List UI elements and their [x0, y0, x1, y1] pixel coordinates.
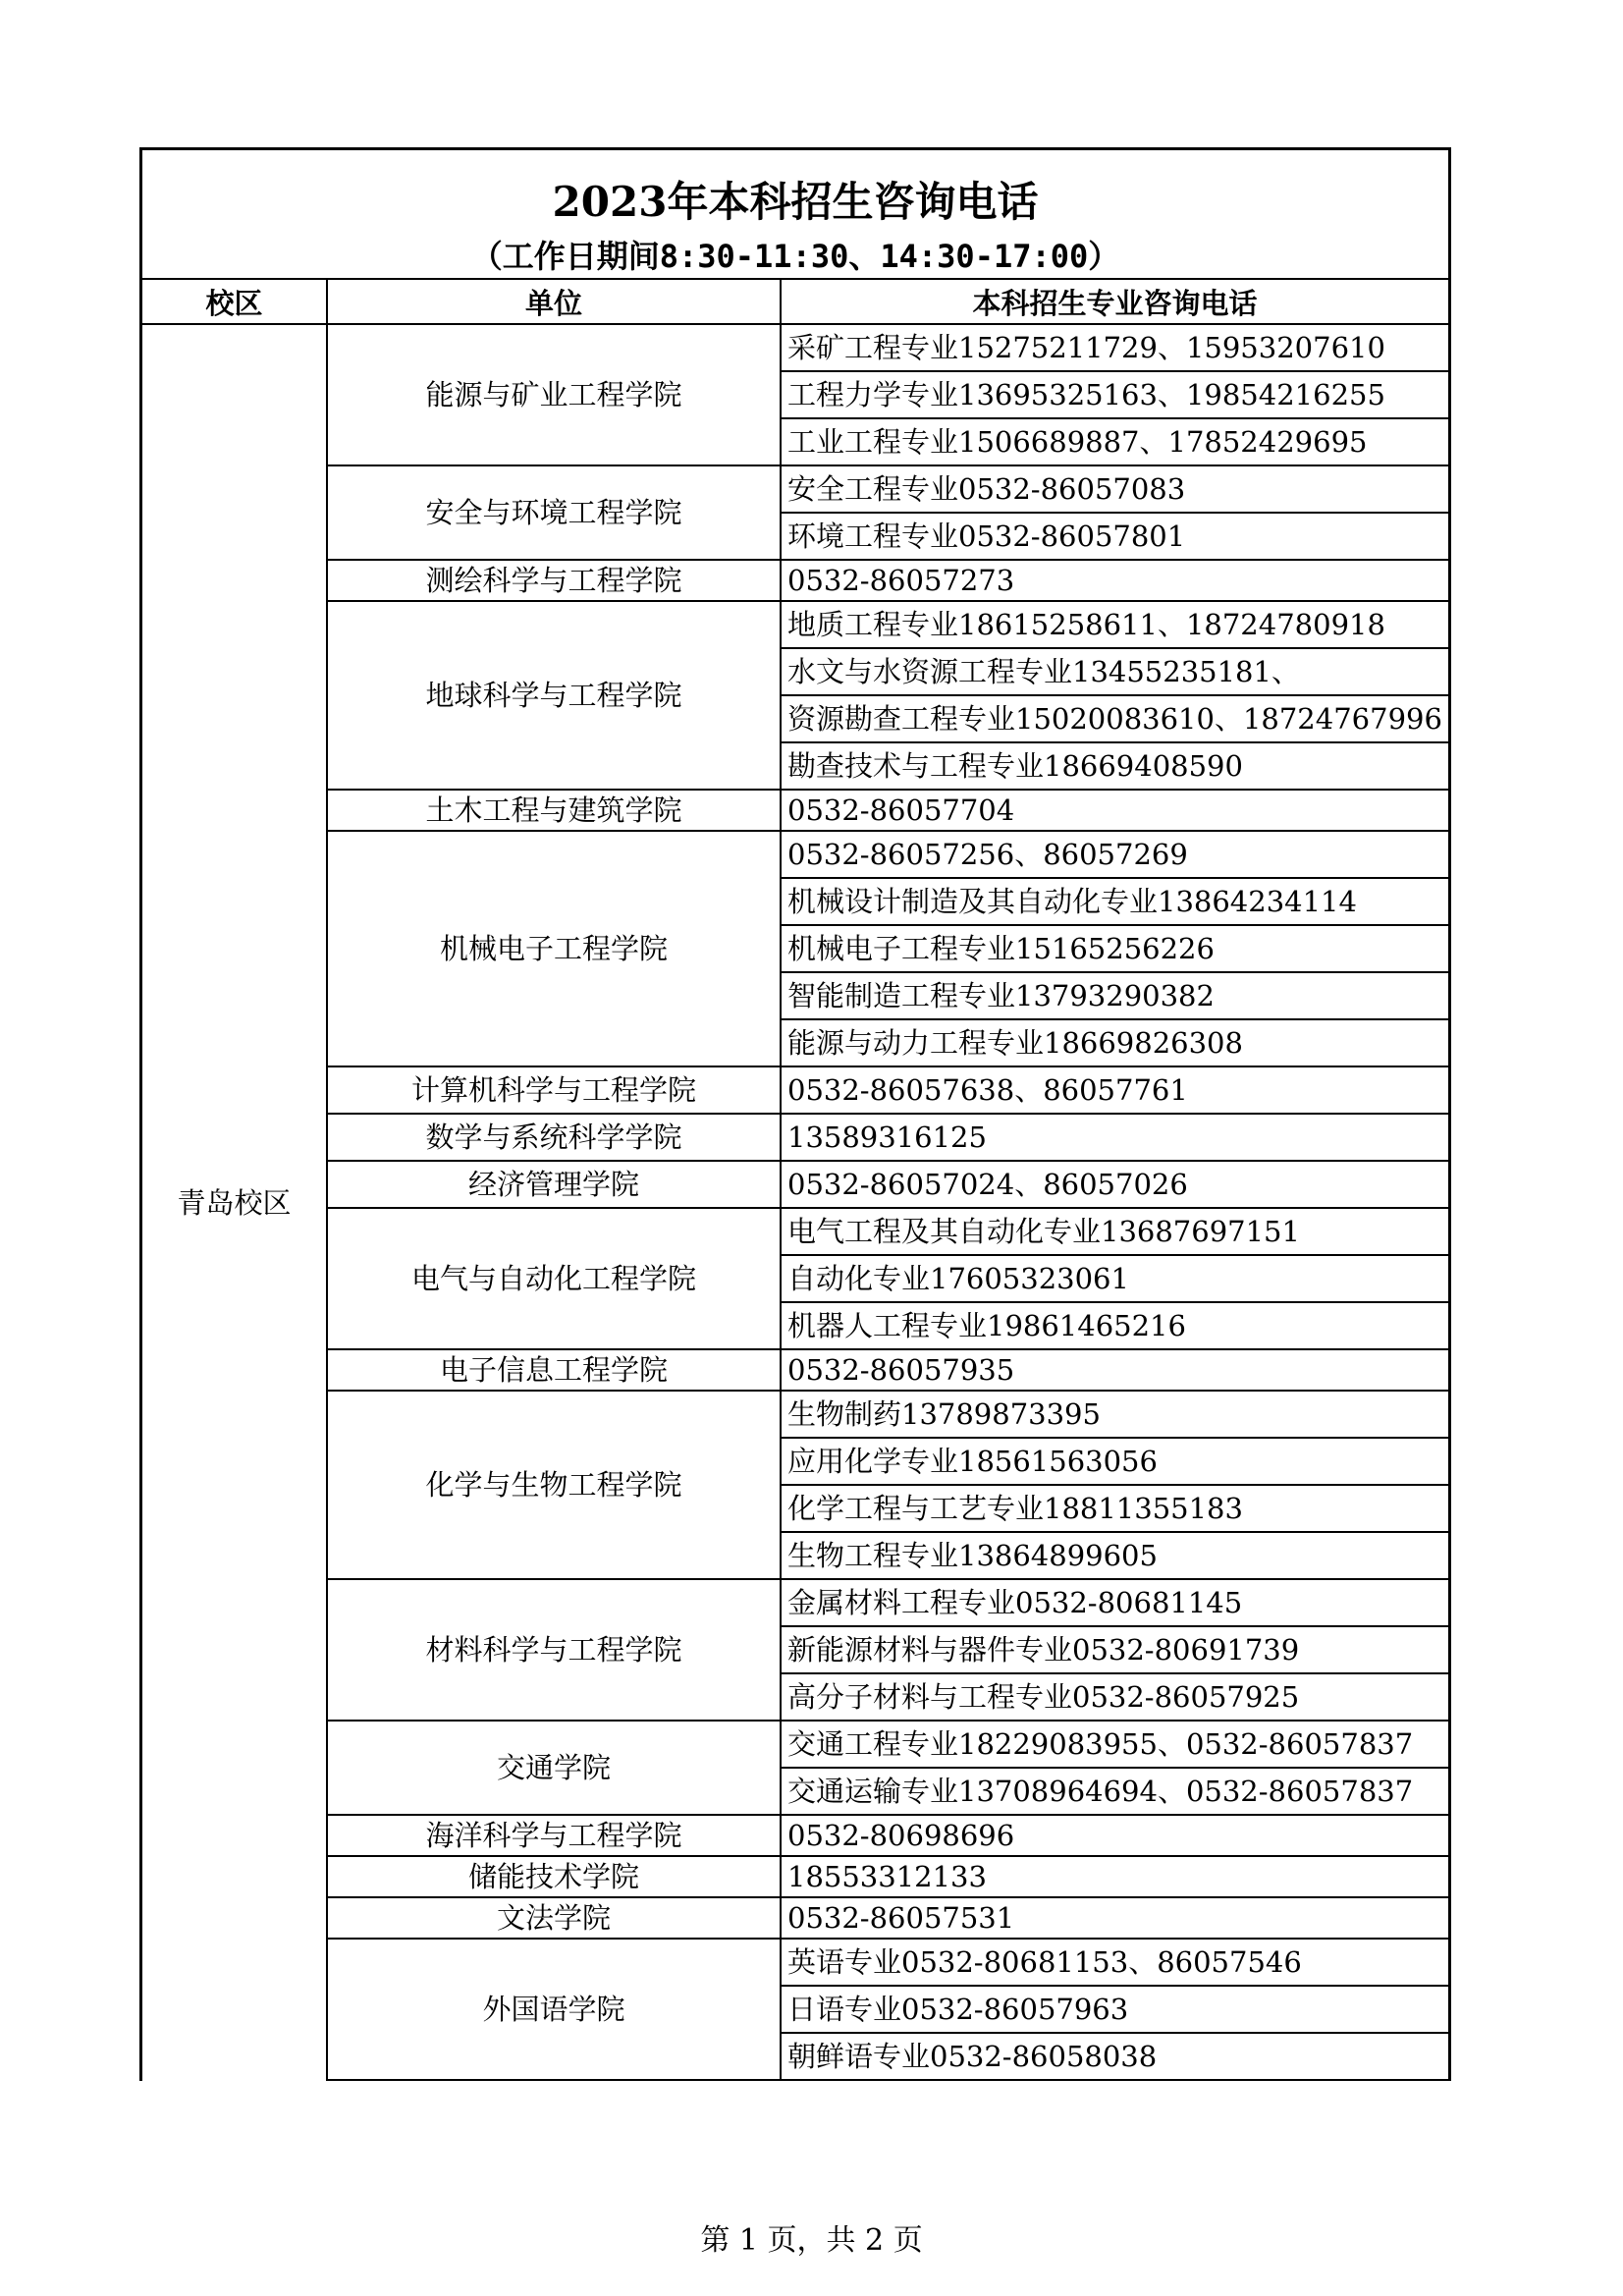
phone-cell: 朝鲜语专业0532-86058038 — [781, 2033, 1448, 2080]
phone-cell: 0532-86057638、86057761 — [781, 1066, 1448, 1114]
phone-cell: 机械设计制造及其自动化专业13864234114 — [781, 878, 1448, 925]
phone-cell: 生物工程专业13864899605 — [781, 1532, 1448, 1579]
footer-prefix: 第 — [700, 2223, 730, 2258]
page-subtitle: （工作日期间8:30-11:30、14:30-17:00） — [470, 238, 1120, 275]
table-body — [142, 324, 1448, 2080]
phone-cell: 自动化专业17605323061 — [781, 1255, 1448, 1302]
unit-name-cell: 材料科学与工程学院 — [327, 1579, 781, 1721]
phone-table — [142, 280, 1448, 2081]
table-row — [142, 1856, 1448, 1897]
table-row — [142, 1815, 1448, 1856]
unit-name-cell: 电气与自动化工程学院 — [327, 1208, 781, 1349]
unit-name-cell: 文法学院 — [327, 1897, 781, 1939]
phone-cell: 化学工程与工艺专业18811355183 — [781, 1485, 1448, 1532]
table-row — [142, 1897, 1448, 1939]
phone-cell: 0532-86057024、86057026 — [781, 1161, 1448, 1208]
header-phone: 本科招生专业咨询电话 — [781, 280, 1448, 324]
phone-cell: 安全工程专业0532-86057083 — [781, 465, 1448, 513]
table-row — [142, 790, 1448, 831]
phone-cell: 0532-80698696 — [781, 1815, 1448, 1856]
footer-total-pages: 2 — [865, 2223, 885, 2258]
header-unit: 单位 — [327, 280, 781, 324]
phone-cell: 交通工程专业18229083955、0532-86057837 — [781, 1721, 1448, 1768]
table-row — [142, 1349, 1448, 1391]
phone-cell: 水文与水资源工程专业13455235181、 — [781, 648, 1448, 695]
table-header-row — [142, 280, 1448, 324]
phone-cell: 生物制药13789873395 — [781, 1391, 1448, 1438]
phone-cell: 英语专业0532-80681153、86057546 — [781, 1939, 1448, 1986]
unit-name-cell: 外国语学院 — [327, 1939, 781, 2080]
table-row — [142, 1114, 1448, 1161]
unit-name-cell: 电子信息工程学院 — [327, 1349, 781, 1391]
phone-cell: 日语专业0532-86057963 — [781, 1986, 1448, 2033]
phone-cell: 机器人工程专业19861465216 — [781, 1302, 1448, 1349]
unit-name-cell: 土木工程与建筑学院 — [327, 790, 781, 831]
phone-cell: 工程力学专业13695325163、19854216255 — [781, 371, 1448, 418]
phone-cell: 资源勘查工程专业15020083610、18724767996 — [781, 695, 1448, 742]
unit-name-cell: 计算机科学与工程学院 — [327, 1066, 781, 1114]
phone-cell: 18553312133 — [781, 1856, 1448, 1897]
table-row — [142, 560, 1448, 601]
footer-suffix: 页 — [893, 2223, 923, 2258]
unit-name-cell: 测绘科学与工程学院 — [327, 560, 781, 601]
unit-name-cell: 海洋科学与工程学院 — [327, 1815, 781, 1856]
unit-name-cell: 数学与系统科学学院 — [327, 1114, 781, 1161]
page-title: 2023年本科招生咨询电话 — [552, 178, 1039, 226]
table-row — [142, 1066, 1448, 1114]
phone-cell: 应用化学专业18561563056 — [781, 1438, 1448, 1485]
table-row — [142, 1208, 1448, 1255]
unit-name-cell: 交通学院 — [327, 1721, 781, 1815]
phone-cell: 能源与动力工程专业18669826308 — [781, 1019, 1448, 1066]
unit-name-cell: 安全与环境工程学院 — [327, 465, 781, 560]
unit-name-cell: 经济管理学院 — [327, 1161, 781, 1208]
footer-current-page: 1 — [738, 2223, 758, 2258]
table-row — [142, 1391, 1448, 1438]
phone-cell: 13589316125 — [781, 1114, 1448, 1161]
unit-name-cell: 储能技术学院 — [327, 1856, 781, 1897]
enrollment-phone-sheet — [139, 147, 1451, 2081]
phone-cell: 高分子材料与工程专业0532-86057925 — [781, 1673, 1448, 1721]
phone-cell: 新能源材料与器件专业0532-80691739 — [781, 1626, 1448, 1673]
footer-mid: 页，共 — [767, 2223, 856, 2258]
table-row — [142, 1721, 1448, 1768]
unit-name-cell: 地球科学与工程学院 — [327, 601, 781, 790]
unit-name-cell: 机械电子工程学院 — [327, 831, 781, 1066]
table-row — [142, 324, 1448, 371]
unit-name-cell: 化学与生物工程学院 — [327, 1391, 781, 1579]
phone-cell: 地质工程专业18615258611、18724780918 — [781, 601, 1448, 648]
phone-cell: 智能制造工程专业13793290382 — [781, 972, 1448, 1019]
table-row — [142, 465, 1448, 513]
table-row — [142, 1161, 1448, 1208]
phone-cell: 0532-86057704 — [781, 790, 1448, 831]
phone-cell: 环境工程专业0532-86057801 — [781, 513, 1448, 560]
table-row — [142, 1939, 1448, 1986]
campus-cell: 青岛校区 — [142, 324, 327, 2080]
phone-cell: 勘查技术与工程专业18669408590 — [781, 742, 1448, 790]
phone-cell: 工业工程专业1506689887、17852429695 — [781, 418, 1448, 465]
unit-name-cell: 能源与矿业工程学院 — [327, 324, 781, 465]
phone-cell: 机械电子工程专业15165256226 — [781, 925, 1448, 972]
phone-cell: 0532-86057531 — [781, 1897, 1448, 1939]
table-row — [142, 831, 1448, 878]
phone-cell: 金属材料工程专业0532-80681145 — [781, 1579, 1448, 1626]
phone-cell: 0532-86057256、86057269 — [781, 831, 1448, 878]
phone-cell: 电气工程及其自动化专业13687697151 — [781, 1208, 1448, 1255]
page-footer — [0, 2215, 1623, 2259]
phone-cell: 交通运输专业13708964694、0532-86057837 — [781, 1768, 1448, 1815]
phone-cell: 0532-86057935 — [781, 1349, 1448, 1391]
phone-cell: 0532-86057273 — [781, 560, 1448, 601]
table-row — [142, 601, 1448, 648]
phone-cell: 采矿工程专业15275211729、15953207610 — [781, 324, 1448, 371]
header-campus: 校区 — [142, 280, 327, 324]
title-block — [142, 150, 1448, 280]
table-row — [142, 1579, 1448, 1626]
